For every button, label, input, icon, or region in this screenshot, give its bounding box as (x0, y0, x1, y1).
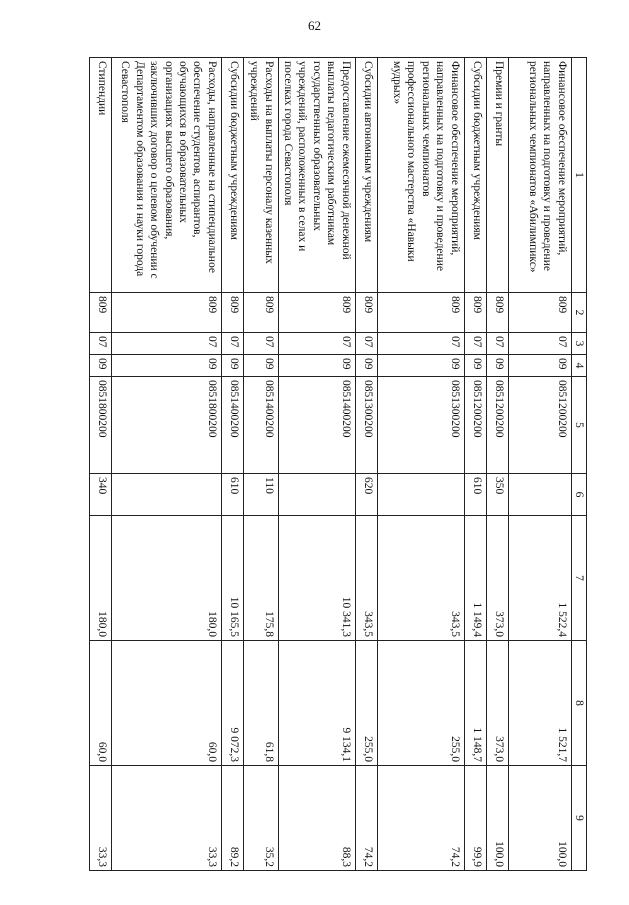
header-row (571, 58, 586, 871)
cell-admin-code: 809 (486, 293, 508, 333)
cell-expense-type (278, 474, 355, 516)
cell-description: Расходы на выплаты персоналу казенных учреждений (243, 58, 278, 293)
cell-subsection: 09 (464, 355, 486, 377)
cell-plan: 10 341,3 (278, 516, 355, 641)
cell-plan: 180,0 (111, 516, 221, 641)
cell-percent: 74,2 (355, 766, 377, 871)
cell-plan: 373,0 (486, 516, 508, 641)
header-cell-plan: 7 (571, 516, 586, 641)
cell-subsection: 09 (243, 355, 278, 377)
cell-expense-type: 620 (355, 474, 377, 516)
cell-admin-code: 809 (278, 293, 355, 333)
cell-actual: 1 148,7 (464, 641, 486, 766)
cell-plan: 343,5 (355, 516, 377, 641)
cell-subsection: 09 (89, 355, 111, 377)
cell-admin-code: 809 (243, 293, 278, 333)
cell-percent: 100,0 (486, 766, 508, 871)
cell-subsection: 09 (355, 355, 377, 377)
cell-percent: 35,2 (243, 766, 278, 871)
cell-plan: 180,0 (89, 516, 111, 641)
header-cell-subsection: 4 (571, 355, 586, 377)
cell-subsection: 09 (508, 355, 571, 377)
cell-description: Субсидии автономным учреждениям (355, 58, 377, 293)
cell-admin-code: 809 (355, 293, 377, 333)
cell-section: 07 (243, 333, 278, 355)
cell-target-article: 0851300200 (377, 377, 464, 474)
cell-actual: 373,0 (486, 641, 508, 766)
cell-target-article: 0851200200 (464, 377, 486, 474)
cell-plan: 10 165,5 (221, 516, 243, 641)
cell-plan: 175,8 (243, 516, 278, 641)
table-row (464, 58, 486, 871)
cell-expense-type: 610 (464, 474, 486, 516)
cell-percent: 100,0 (508, 766, 571, 871)
cell-admin-code: 809 (377, 293, 464, 333)
header-cell-expense-type: 6 (571, 474, 586, 516)
cell-percent: 99,9 (464, 766, 486, 871)
header-cell-actual: 8 (571, 641, 586, 766)
cell-admin-code: 809 (464, 293, 486, 333)
cell-target-article: 0851400200 (243, 377, 278, 474)
table-row (508, 58, 571, 871)
cell-expense-type: 610 (221, 474, 243, 516)
cell-expense-type: 110 (243, 474, 278, 516)
cell-description: Расходы, направленные на стипендиальное обеспечение студентов, аспирантов, обучающихся в образовательных организациях высшего образования, заключивших договор о целевом обучении с Департаментом образования и науки города Севастополя (111, 58, 221, 293)
cell-actual: 1 521,7 (508, 641, 571, 766)
header-cell-section: 3 (571, 333, 586, 355)
header-cell-target-article: 5 (571, 377, 586, 474)
cell-section: 07 (464, 333, 486, 355)
cell-expense-type (111, 474, 221, 516)
cell-section: 07 (278, 333, 355, 355)
cell-target-article: 0851400200 (221, 377, 243, 474)
cell-subsection: 09 (278, 355, 355, 377)
cell-actual: 255,0 (355, 641, 377, 766)
cell-actual: 60,0 (89, 641, 111, 766)
table-row (377, 58, 464, 871)
cell-subsection: 09 (111, 355, 221, 377)
cell-description: Субсидии бюджетным учреждениям (464, 58, 486, 293)
budget-table-rotated (95, 57, 587, 870)
cell-plan: 1 522,4 (508, 516, 571, 641)
cell-percent: 33,3 (111, 766, 221, 871)
cell-admin-code: 809 (111, 293, 221, 333)
cell-actual: 9 134,1 (278, 641, 355, 766)
cell-admin-code: 809 (508, 293, 571, 333)
cell-section: 07 (89, 333, 111, 355)
cell-actual: 61,8 (243, 641, 278, 766)
cell-target-article: 0851200200 (508, 377, 571, 474)
table-row (89, 58, 111, 871)
cell-percent: 88,3 (278, 766, 355, 871)
cell-plan: 343,5 (377, 516, 464, 641)
budget-table (89, 57, 587, 871)
cell-actual: 60,0 (111, 641, 221, 766)
cell-actual: 9 072,3 (221, 641, 243, 766)
cell-description: Финансовое обеспечение мероприятий, направленных на подготовку и проведение региональных чемпионатов профессионального мастерства «Навыки мудрых» (377, 58, 464, 293)
cell-subsection: 09 (221, 355, 243, 377)
table-row (111, 58, 221, 871)
cell-section: 07 (221, 333, 243, 355)
table-row (486, 58, 508, 871)
table-row (355, 58, 377, 871)
cell-description: Премии и гранты (486, 58, 508, 293)
cell-description: Предоставление ежемесячной денежной выплаты педагогическим работникам государственных образовательных учреждений, расположенных в селах и поселках города Севастополя (278, 58, 355, 293)
page-number: 62 (308, 18, 321, 33)
cell-target-article: 0851800200 (89, 377, 111, 474)
cell-expense-type: 340 (89, 474, 111, 516)
header-cell-admin-code: 2 (571, 293, 586, 333)
header-cell-description: 1 (571, 58, 586, 293)
cell-target-article: 0851300200 (355, 377, 377, 474)
cell-description: Стипендии (89, 58, 111, 293)
cell-expense-type: 350 (486, 474, 508, 516)
cell-section: 07 (355, 333, 377, 355)
cell-percent: 74,2 (377, 766, 464, 871)
cell-actual: 255,0 (377, 641, 464, 766)
cell-description: Субсидии бюджетным учреждениям (221, 58, 243, 293)
cell-section: 07 (377, 333, 464, 355)
cell-section: 07 (486, 333, 508, 355)
cell-expense-type (508, 474, 571, 516)
cell-section: 07 (111, 333, 221, 355)
table-row (243, 58, 278, 871)
cell-target-article: 0851800200 (111, 377, 221, 474)
cell-expense-type (377, 474, 464, 516)
cell-subsection: 09 (377, 355, 464, 377)
table-row (221, 58, 243, 871)
header-cell-percent: 9 (571, 766, 586, 871)
cell-percent: 89,2 (221, 766, 243, 871)
cell-percent: 33,3 (89, 766, 111, 871)
cell-target-article: 0851200200 (486, 377, 508, 474)
cell-section: 07 (508, 333, 571, 355)
cell-description: Финансовое обеспечение мероприятий, направленных на подготовку и проведение региональных чемпионатов «Абилимпикс» (508, 58, 571, 293)
table-row (278, 58, 355, 871)
cell-subsection: 09 (486, 355, 508, 377)
cell-admin-code: 809 (89, 293, 111, 333)
cell-admin-code: 809 (221, 293, 243, 333)
cell-plan: 1 149,4 (464, 516, 486, 641)
cell-target-article: 0851400200 (278, 377, 355, 474)
